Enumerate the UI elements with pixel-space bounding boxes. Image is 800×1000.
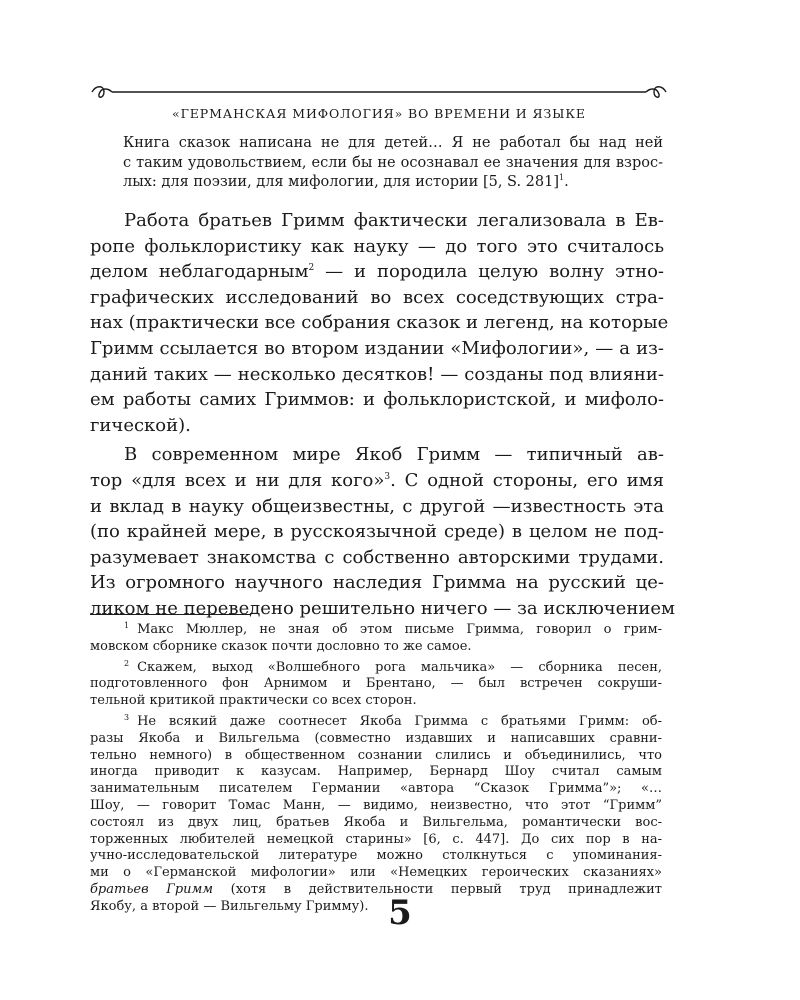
- body-line: ликом не переведено решительно ничего — за исключением: [90, 597, 675, 619]
- footnotes: [90, 618, 662, 916]
- footnote-ref: 2: [308, 263, 315, 274]
- body-line: нах (практически все собрания сказок и легенд, на которые: [90, 312, 669, 334]
- footnote-line: подготовленного фон Арнимом и Брентано, — был встречен сокруши-: [90, 676, 662, 692]
- footnote-line: [90, 618, 662, 639]
- footnote-line: тельно немного) в общественном сознании слились и объединились, что: [90, 747, 662, 763]
- italic-text: братьев Гримм: [90, 881, 214, 897]
- body-text: тор «для всех и ни для кого»: [90, 469, 385, 491]
- epigraph-line: с таким удовольствием, если бы не осознавал ее значения для взрос-: [123, 154, 663, 171]
- ornamental-header-rule: [90, 84, 668, 100]
- body-line: ем работы самих Гриммов: и фольклористской, и мифоло-: [90, 389, 664, 411]
- footnote-number: 3: [124, 712, 130, 722]
- body-line: Работа братьев Гримм фактически легализовала в Ев-: [124, 210, 664, 231]
- footnote-text: (хотя в действительности первый труд принадлежит: [213, 881, 662, 897]
- body-line: графических исследований во всех соседствующих стра-: [90, 286, 664, 308]
- body-line: гической).: [90, 414, 191, 436]
- footnote-line: разы Якоба и Вильгельма (совместно издавших и написавших сравни-: [90, 730, 662, 746]
- footnote-text: Скажем, выход «Волшебного рога мальчика» — сборника песен,: [137, 659, 662, 675]
- body-line: [90, 259, 664, 285]
- main-text: [90, 208, 675, 622]
- body-line: даний таких — несколько десятков! — созданы под влияни-: [90, 363, 664, 385]
- body-line: В современном мире Якоб Гримм — типичный ав-: [124, 444, 664, 466]
- body-line: [90, 468, 664, 494]
- footnote-text: Не всякий даже соотнесет Якоба Гримма с братьями Гримм: об-: [137, 713, 662, 729]
- footnote-line: [90, 656, 662, 677]
- body-text: — и породила целую волну этно-: [314, 261, 664, 283]
- footnote-divider: [90, 614, 250, 615]
- footnote-line: иногда приводит к казусам. Например, Бернард Шоу считал самым: [90, 764, 662, 780]
- body-line: (по крайней мере, в русскоязычной среде) в целом не под-: [90, 521, 664, 543]
- footnote-line: тельной критикой практически со всех сторон.: [90, 693, 417, 709]
- body-line: Гримм ссылается во втором издании «Мифологии», — а из-: [90, 337, 664, 359]
- epigraph-line: Книга сказок написана не для детей… Я не работал бы над ней: [123, 135, 663, 151]
- running-header: «ГЕРМАНСКАЯ МИФОЛОГИЯ» ВО ВРЕМЕНИ И ЯЗЫКЕ: [172, 106, 586, 121]
- footnote-line: торженных любителей немецкой старины» [6, с. 447]. До сих пор в на-: [90, 831, 662, 847]
- footnote-ref: 1: [559, 173, 565, 182]
- footnote-line: состоял из двух лиц, братьев Якоба и Вильгельма, романтически вос-: [90, 814, 662, 830]
- body-line: Из огромного научного наследия Гримма на русский це-: [90, 572, 664, 594]
- body-text: делом неблагодарным: [90, 261, 309, 283]
- page-number: 5: [388, 893, 412, 933]
- footnote-number: 2: [124, 658, 130, 668]
- epigraph-text: лых: для поэзии, для мифологии, для истории [5, S. 281]: [123, 174, 560, 190]
- footnote-line: Шоу, — говорит Томас Манн, — видимо, неизвестно, что этот “Гримм”: [90, 797, 662, 813]
- body-line: ропе фольклористику как науку — до того это считалось: [90, 235, 664, 257]
- footnote-number: 1: [124, 621, 130, 630]
- footnote-line: мовском сборнике сказок почти дословно то же самое.: [90, 638, 472, 654]
- body-text: . С одной стороны, его имя: [390, 469, 664, 491]
- epigraph-line: лых: для поэзии, для мифологии, для истории [5, S. 281]$^1$.: [123, 173, 569, 190]
- footnote-text: Макс Мюллер, не зная об этом письме Гримма, говорил о грим-: [137, 622, 662, 637]
- footnote-line: учно-исследовательской литературе можно столкнуться с упоминания-: [90, 848, 662, 864]
- footnote-line: Якобу, а второй — Вильгельму Гримму).: [90, 898, 369, 914]
- body-line: разумевает знакомства с собственно авторскими трудами.: [90, 546, 664, 568]
- footnote-ref: 3: [384, 471, 391, 482]
- footnote-line: занимательным писателем Германии «автора “Сказок Гримма”»; «…: [90, 781, 662, 797]
- body-line: и вклад в науку общеизвестны, с другой —известность эта: [90, 495, 664, 517]
- footnote-line: [90, 710, 662, 731]
- epigraph: [123, 134, 663, 193]
- footnote-line: ми о «Германской мифологии» или «Немецких героических сказаниях»: [90, 865, 662, 881]
